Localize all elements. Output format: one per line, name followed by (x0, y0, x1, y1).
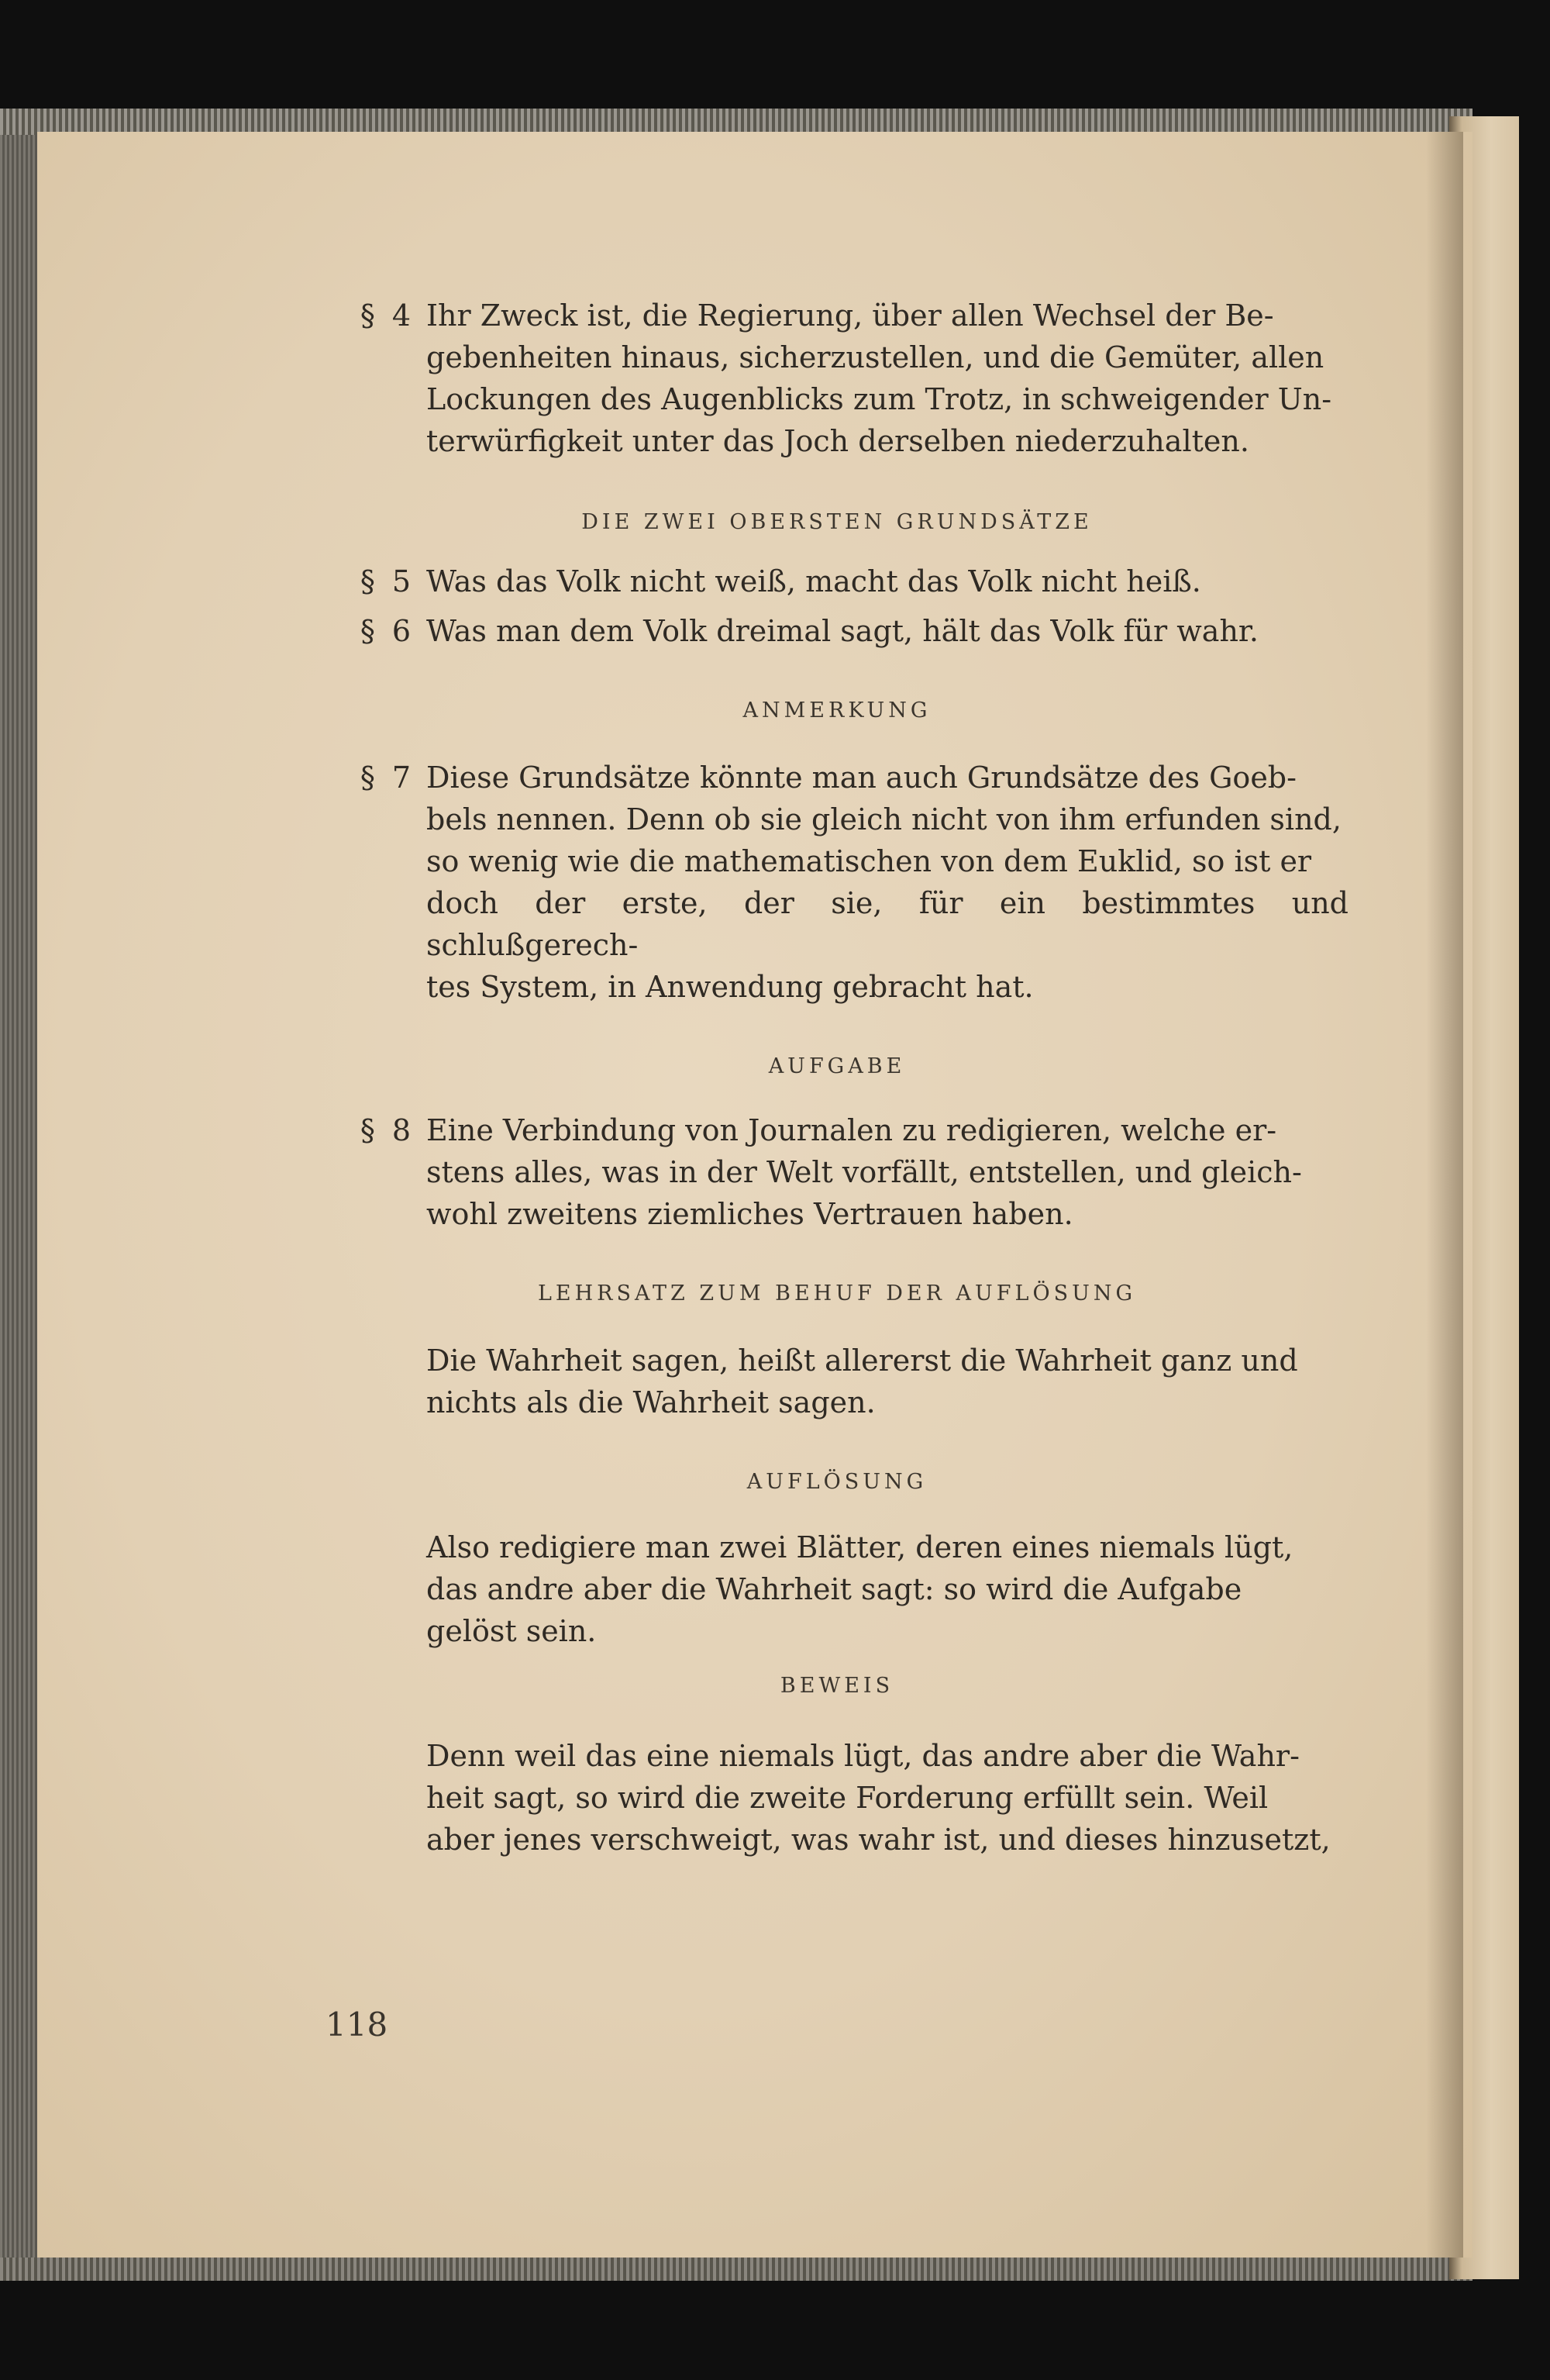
page-gutter-shadow (1426, 132, 1463, 2258)
paragraph-s8 (326, 1109, 1348, 1235)
paragraph-beweis (326, 1735, 1348, 1861)
page-number: 118 (326, 2006, 388, 2044)
text-line: Also redigiere man zwei Blätter, deren eines niemals lügt, (426, 1530, 1293, 1564)
text-line: Ihr Zweck ist, die Regierung, über allen Wechsel der Be- (426, 298, 1274, 333)
paragraph-s6 (326, 610, 1348, 652)
paragraph-s7 (326, 757, 1348, 1008)
heading-grundsaetze: DIE ZWEI OBERSTEN GRUNDSÄTZE (581, 510, 1093, 534)
text-line: Was man dem Volk dreimal sagt, hält das Volk für wahr. (426, 614, 1259, 648)
text-line: Die Wahrheit sagen, heißt allererst die Wahrheit ganz und (426, 1343, 1298, 1378)
heading-aufgabe: AUFGABE (768, 1054, 906, 1078)
heading-anmerkung: ANMERKUNG (742, 698, 932, 723)
book-cover-bottom-edge (0, 2258, 1472, 2281)
heading-aufloesung: AUFLÖSUNG (746, 1470, 928, 1494)
book-cover-top-edge (0, 109, 1472, 135)
text-line: Lockungen des Augenblicks zum Trotz, in schweigender Un- (426, 382, 1332, 416)
page-text (326, 295, 1348, 1861)
section-number: § 7 (360, 761, 411, 795)
section-number: § 5 (360, 564, 411, 598)
paragraph-s4 (326, 295, 1348, 462)
text-line: aber jenes verschweigt, was wahr ist, und dieses hinzusetzt, (426, 1823, 1331, 1857)
text-line: gelöst sein. (426, 1614, 597, 1648)
text-line: gebenheiten hinaus, sicherzustellen, und die Gemüter, allen (426, 340, 1324, 374)
text-line: bels nennen. Denn ob sie gleich nicht von ihm erfunden sind, (426, 802, 1342, 836)
paragraph-s5 (326, 561, 1348, 602)
text-line: terwürfigkeit unter das Joch derselben niederzuhalten. (426, 424, 1249, 458)
text-line: Eine Verbindung von Journalen zu redigieren, welche er- (426, 1113, 1277, 1147)
section-number: § 4 (360, 298, 411, 333)
text-line: wohl zweitens ziemliches Vertrauen haben. (426, 1197, 1073, 1231)
text-line: Denn weil das eine niemals lügt, das andre aber die Wahr- (426, 1739, 1300, 1773)
text-line: so wenig wie die mathematischen von dem Euklid, so ist er (426, 844, 1312, 878)
section-number: § 6 (360, 614, 411, 648)
paragraph-aufloesung (326, 1526, 1348, 1652)
text-line: heit sagt, so wird die zweite Forderung erfüllt sein. Weil (426, 1781, 1269, 1815)
paragraph-lehrsatz (326, 1340, 1348, 1423)
text-line: nichts als die Wahrheit sagen. (426, 1385, 876, 1419)
text-line: stens alles, was in der Welt vorfällt, entstellen, und gleich- (426, 1155, 1302, 1189)
section-number: § 8 (360, 1113, 411, 1147)
text-line: Was das Volk nicht weiß, macht das Volk nicht heiß. (426, 564, 1201, 598)
text-line: Diese Grundsätze könnte man auch Grundsätze des Goeb- (426, 761, 1297, 795)
text-line: das andre aber die Wahrheit sagt: so wird die Aufgabe (426, 1572, 1242, 1606)
heading-lehrsatz: LEHRSATZ ZUM BEHUF DER AUFLÖSUNG (537, 1281, 1137, 1306)
heading-beweis: BEWEIS (780, 1674, 894, 1698)
text-line: doch der erste, der sie, für ein bestimmtes und schlußgerech- (426, 886, 1348, 962)
text-line: tes System, in Anwendung gebracht hat. (426, 970, 1034, 1004)
